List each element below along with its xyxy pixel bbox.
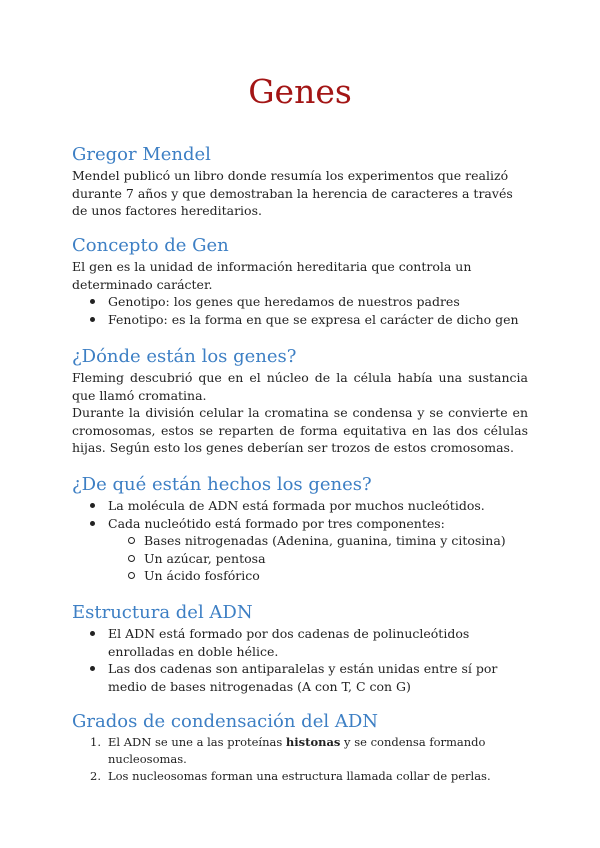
numbered-item [72,734,528,768]
list-item-text: Las dos cadenas son antiparalelas y están unidas entre sí por medio de bases nitrogenadas (A con T, C con G) [108,661,498,694]
section-heading: ¿De qué están hechos los genes? [72,474,372,495]
section-grados-de-condensacion [72,710,528,785]
item-text-bold: histonas [285,735,341,749]
section-concepto-de-gen [72,234,528,328]
section-heading: Grados de condensación del ADN [72,711,378,732]
item-number: 1. [90,735,101,749]
section-de-que-estan-hechos [72,473,528,585]
section-donde-estan-los-genes [72,345,528,457]
section-heading: Estructura del ADN [72,602,253,623]
bullet-list [72,625,528,695]
list-item-text: La molécula de ADN está formada por muchos nucleótidos. [108,498,485,513]
section-paragraph: Durante la división celular la cromatina se condensa y se convierte en cromosomas, estos se reparten de forma equitativa en las dos células hijas. Según esto los genes deberían ser trozos de estos cromosomas. [72,405,528,455]
list-item [72,293,528,311]
section-paragraph: Fleming descubrió que en el núcleo de la célula había una sustancia que llamó cromatina. [72,370,528,403]
list-item-text: Fenotipo: es la forma en que se expresa el carácter de dicho gen [108,311,519,327]
section-estructura-del-adn [72,601,528,695]
list-item-text: Cada nucleótido está formado por tres componentes: [108,515,445,531]
section-heading: ¿Dónde están los genes? [72,346,297,367]
list-item [72,311,528,329]
list-item [72,625,528,660]
bullet-list [72,293,528,328]
section-heading: Gregor Mendel [72,144,211,165]
item-text: Los nucleosomas forman una estructura llamada collar de perlas. [108,769,491,783]
sub-list-item: Un azúcar, pentosa [72,550,528,568]
page-title: Genes [248,72,352,111]
sub-list-item: Bases nitrogenadas (Adenina, guanina, timina y citosina) [72,532,528,550]
item-text-after: y se condensa formando nucleosomas. [108,735,486,766]
item-text-before: El ADN se une a las proteínas [108,735,286,749]
section-paragraph: El gen es la unidad de información hereditaria que controla un determinado carácter. [72,259,472,292]
section-heading: Concepto de Gen [72,235,229,256]
sub-list-item: Un ácido fosfórico [72,567,528,585]
section-paragraph: Mendel publicó un libro donde resumía los experimentos que realizó durante 7 años y que demostraban la herencia de caracteres a través de unos factores hereditarios. [72,168,513,218]
bullet-list [72,497,528,532]
numbered-item [72,768,528,785]
item-number: 2. [90,769,101,783]
list-item-text: El ADN está formado por dos cadenas de polinucleótidos enrolladas en doble hélice. [108,626,470,659]
list-item [72,515,528,533]
list-item [72,660,528,695]
list-item [72,497,528,515]
section-gregor-mendel [72,143,528,220]
list-item-text: Genotipo: los genes que heredamos de nuestros padres [108,294,460,309]
sub-bullet-list [72,532,528,585]
numbered-list [72,734,528,785]
